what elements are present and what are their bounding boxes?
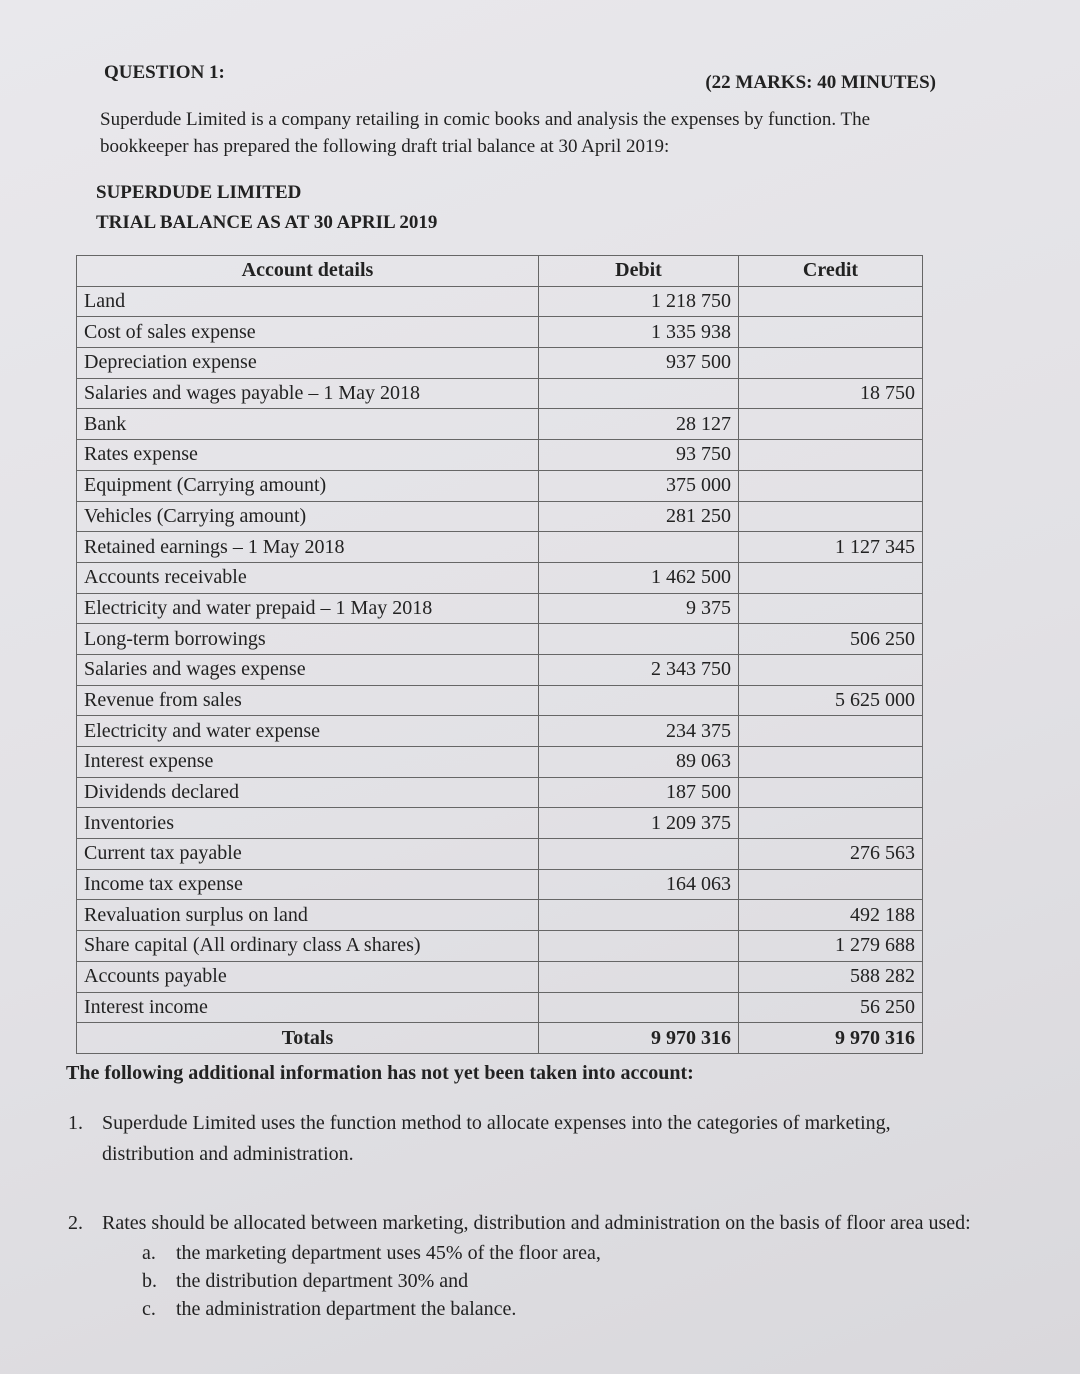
debit-cell [539, 900, 739, 931]
totals-row [77, 1023, 923, 1054]
credit-cell [739, 654, 923, 685]
debit-cell: 9 375 [539, 593, 739, 624]
debit-cell [539, 378, 739, 409]
debit-cell [539, 624, 739, 655]
list-item [66, 1208, 976, 1323]
debit-cell: 281 250 [539, 501, 739, 532]
item-number: 2. [68, 1212, 83, 1234]
table-row [77, 317, 923, 348]
sub-item-text: the administration department the balance. [176, 1298, 517, 1320]
question-label: QUESTION 1: [104, 62, 225, 83]
credit-cell [739, 869, 923, 900]
account-cell: Revenue from sales [77, 685, 539, 716]
additional-info-list [66, 1108, 976, 1323]
table-row [77, 992, 923, 1023]
question-marks: (22 MARKS: 40 MINUTES) [705, 72, 936, 93]
account-cell: Accounts payable [77, 961, 539, 992]
credit-cell: 1 127 345 [739, 532, 923, 563]
table-row [77, 808, 923, 839]
table-row [77, 286, 923, 317]
table-row [77, 440, 923, 471]
account-cell: Current tax payable [77, 839, 539, 870]
table-row [77, 532, 923, 563]
credit-cell: 276 563 [739, 839, 923, 870]
debit-cell: 28 127 [539, 409, 739, 440]
credit-cell [739, 470, 923, 501]
credit-cell: 18 750 [739, 378, 923, 409]
credit-cell [739, 317, 923, 348]
account-cell: Share capital (All ordinary class A shares) [77, 931, 539, 962]
additional-info-heading: The following additional information has not yet been taken into account: [66, 1062, 694, 1084]
account-cell: Bank [77, 409, 539, 440]
item-text: Superdude Limited uses the function method to allocate expenses into the categories of marketing, distribution and administration. [102, 1112, 891, 1165]
table-row [77, 747, 923, 778]
trial-balance-table [76, 255, 923, 1054]
credit-cell [739, 348, 923, 379]
item-number: 1. [68, 1112, 83, 1134]
debit-cell: 375 000 [539, 470, 739, 501]
table-row [77, 654, 923, 685]
credit-cell: 492 188 [739, 900, 923, 931]
totals-debit: 9 970 316 [539, 1023, 739, 1054]
table-row [77, 685, 923, 716]
credit-cell: 1 279 688 [739, 931, 923, 962]
table-row [77, 409, 923, 440]
table-row [77, 900, 923, 931]
account-cell: Inventories [77, 808, 539, 839]
table-row [77, 961, 923, 992]
company-name: SUPERDUDE LIMITED [96, 182, 302, 203]
debit-cell: 1 209 375 [539, 808, 739, 839]
question-header [104, 62, 936, 92]
table-row [77, 716, 923, 747]
debit-cell: 1 335 938 [539, 317, 739, 348]
credit-cell [739, 286, 923, 317]
debit-cell [539, 532, 739, 563]
table-row [77, 470, 923, 501]
sub-item [140, 1267, 976, 1295]
debit-cell: 937 500 [539, 348, 739, 379]
debit-cell: 93 750 [539, 440, 739, 471]
debit-cell [539, 839, 739, 870]
account-cell: Interest expense [77, 747, 539, 778]
credit-cell [739, 716, 923, 747]
table-row [77, 624, 923, 655]
account-cell: Land [77, 286, 539, 317]
debit-cell: 187 500 [539, 777, 739, 808]
credit-cell [739, 562, 923, 593]
credit-cell [739, 501, 923, 532]
debit-cell [539, 931, 739, 962]
credit-cell [739, 409, 923, 440]
debit-cell: 1 462 500 [539, 562, 739, 593]
account-cell: Equipment (Carrying amount) [77, 470, 539, 501]
table-row [77, 562, 923, 593]
account-cell: Income tax expense [77, 869, 539, 900]
list-item [66, 1108, 976, 1170]
account-cell: Rates expense [77, 440, 539, 471]
debit-cell [539, 992, 739, 1023]
table-row [77, 501, 923, 532]
sub-list [102, 1239, 976, 1323]
account-cell: Cost of sales expense [77, 317, 539, 348]
debit-cell: 234 375 [539, 716, 739, 747]
sub-item-text: the marketing department uses 45% of the floor area, [176, 1242, 601, 1264]
table-row [77, 839, 923, 870]
item-text: Rates should be allocated between marketing, distribution and administration on the basis of floor area used: [102, 1212, 971, 1234]
table-row [77, 593, 923, 624]
credit-cell [739, 440, 923, 471]
debit-cell [539, 685, 739, 716]
sub-item [140, 1295, 976, 1323]
account-cell: Electricity and water expense [77, 716, 539, 747]
company-heading [96, 178, 437, 238]
trial-balance-title: TRIAL BALANCE AS AT 30 APRIL 2019 [96, 212, 438, 233]
table-header-row [77, 256, 923, 287]
account-cell: Retained earnings – 1 May 2018 [77, 532, 539, 563]
header-debit: Debit [539, 256, 739, 287]
sub-item-letter: b. [142, 1270, 157, 1292]
debit-cell [539, 961, 739, 992]
debit-cell: 89 063 [539, 747, 739, 778]
header-account: Account details [77, 256, 539, 287]
intro-paragraph: Superdude Limited is a company retailing in comic books and analysis the expenses by function. The bookkeeper has prepared the following draft trial balance at 30 April 2019: [100, 109, 871, 157]
account-cell: Revaluation surplus on land [77, 900, 539, 931]
table-row [77, 869, 923, 900]
table-row [77, 348, 923, 379]
debit-cell: 1 218 750 [539, 286, 739, 317]
account-cell: Electricity and water prepaid – 1 May 2018 [77, 593, 539, 624]
table-row [77, 777, 923, 808]
sub-item-text: the distribution department 30% and [176, 1270, 469, 1292]
credit-cell: 588 282 [739, 961, 923, 992]
account-cell: Long-term borrowings [77, 624, 539, 655]
credit-cell [739, 777, 923, 808]
account-cell: Depreciation expense [77, 348, 539, 379]
table-row [77, 378, 923, 409]
sub-item-letter: c. [142, 1298, 156, 1320]
credit-cell [739, 747, 923, 778]
account-cell: Dividends declared [77, 777, 539, 808]
account-cell: Vehicles (Carrying amount) [77, 501, 539, 532]
account-cell: Salaries and wages expense [77, 654, 539, 685]
credit-cell [739, 593, 923, 624]
credit-cell: 56 250 [739, 992, 923, 1023]
credit-cell [739, 808, 923, 839]
debit-cell: 2 343 750 [539, 654, 739, 685]
account-cell: Accounts receivable [77, 562, 539, 593]
header-credit: Credit [739, 256, 923, 287]
credit-cell: 5 625 000 [739, 685, 923, 716]
sub-item-letter: a. [142, 1242, 156, 1264]
debit-cell: 164 063 [539, 869, 739, 900]
credit-cell: 506 250 [739, 624, 923, 655]
totals-credit: 9 970 316 [739, 1023, 923, 1054]
totals-label: Totals [77, 1023, 539, 1054]
account-cell: Salaries and wages payable – 1 May 2018 [77, 378, 539, 409]
account-cell: Interest income [77, 992, 539, 1023]
sub-item [140, 1239, 976, 1267]
table-row [77, 931, 923, 962]
